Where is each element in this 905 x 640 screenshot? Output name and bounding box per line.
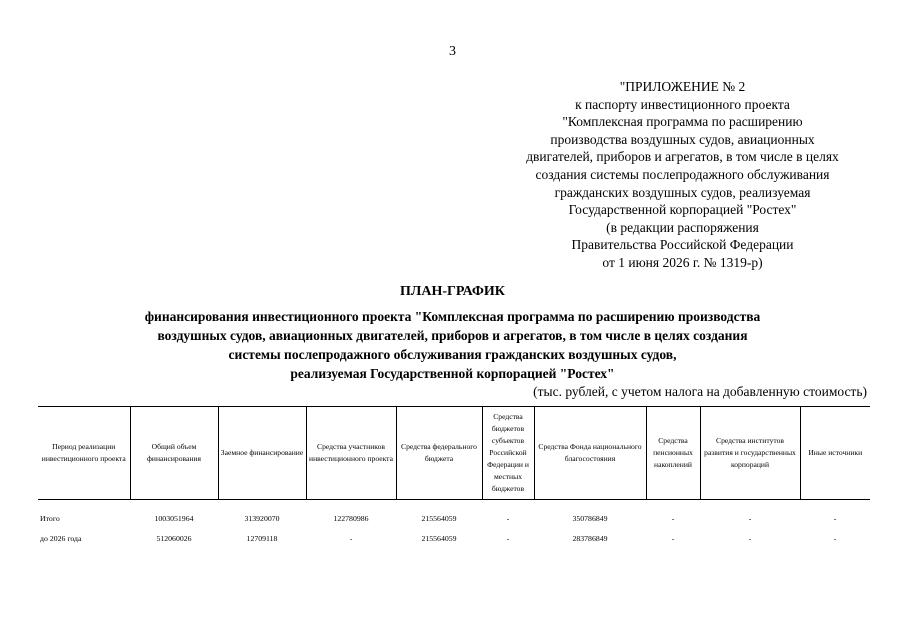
- column-header-nwf: Средства Фонда национального благосостояния: [534, 407, 646, 500]
- units-note: (тыс. рублей, с учетом налога на добавленную стоимость): [533, 384, 867, 399]
- table-cell: до 2026 года: [40, 533, 82, 543]
- plan-subtitle-line: системы послепродажного обслуживания гражданских воздушных судов,: [228, 347, 677, 362]
- table-cell: 1003051964: [154, 513, 194, 523]
- table-cell: -: [671, 513, 675, 523]
- annex-line: к паспорту инвестиционного проекта: [575, 96, 790, 112]
- table-cell: 313920070: [244, 513, 280, 523]
- plan-title: ПЛАН-ГРАФИК: [400, 284, 505, 299]
- annex-line: (в редакции распоряжения: [606, 219, 759, 235]
- column-header-participants: Средства участников инвестиционного проекта: [306, 407, 396, 500]
- spacer-cell: [38, 500, 870, 509]
- annex-line: "ПРИЛОЖЕНИЕ № 2: [619, 79, 746, 94]
- annex-line: от 1 июня 2026 г. № 1319-р): [602, 254, 763, 270]
- table-cell: 350786849: [572, 513, 608, 523]
- table-cell: -: [671, 533, 675, 543]
- table-cell: -: [349, 533, 353, 543]
- plan-subtitle-line: реализуемая Государственной корпорацией "Ростех": [290, 366, 615, 381]
- page-number: 3: [449, 44, 456, 59]
- annex-line: Правительства Российской Федерации: [571, 237, 794, 253]
- column-header-borrowed: Заемное финансирование: [218, 407, 306, 500]
- table-cell: -: [748, 513, 752, 523]
- column-header-total: Общий объем финансирования: [130, 407, 218, 500]
- table-cell: 215564059: [421, 533, 457, 543]
- annex-line: Государственной корпорацией "Ростех": [568, 202, 797, 218]
- table-header-row: [38, 407, 870, 500]
- column-header-pension: Средства пенсионных накоплений: [646, 407, 700, 500]
- annex-line: производства воздушных судов, авиационных: [550, 131, 815, 147]
- table-row: [38, 528, 870, 548]
- annex-line: создания системы послепродажного обслуживания: [535, 166, 830, 182]
- column-header-other: Иные источники: [800, 407, 870, 500]
- table-cell: 122780986: [333, 513, 369, 523]
- plan-subtitle-line: воздушных судов, авиационных двигателей, приборов и агрегатов, в том числе в целях создания: [157, 328, 748, 343]
- column-header-federal-budget: Средства федерального бюджета: [396, 407, 482, 500]
- table-cell: Итого: [40, 513, 60, 523]
- annex-line: "Комплексная программа по расширению: [562, 114, 803, 130]
- financing-table: [38, 406, 870, 548]
- annex-block: [500, 78, 865, 272]
- column-header-dev-institutions: Средства институтов развития и государственных корпораций: [700, 407, 800, 500]
- column-header-period: Период реализации инвестиционного проекта: [38, 407, 130, 500]
- table-cell: -: [506, 533, 510, 543]
- table-cell: -: [506, 513, 510, 523]
- table-cell: -: [833, 513, 837, 523]
- table-cell: -: [833, 533, 837, 543]
- table-cell: -: [748, 533, 752, 543]
- table-row: [38, 508, 870, 528]
- table-cell: 12709118: [246, 533, 278, 543]
- table-spacer-row: [38, 500, 870, 509]
- plan-subtitle: [0, 307, 905, 383]
- table-cell: 283786849: [572, 533, 608, 543]
- annex-line: двигателей, приборов и агрегатов, в том числе в целях: [526, 149, 839, 165]
- annex-line: гражданских воздушных судов, реализуемая: [554, 184, 811, 200]
- table-cell: 215564059: [421, 513, 457, 523]
- plan-subtitle-line: финансирования инвестиционного проекта "Комплексная программа по расширению производства: [144, 309, 761, 324]
- column-header-regional-budgets: Средства бюджетов субъектов Российской Федерации и местных бюджетов: [482, 407, 534, 500]
- table-cell: 512060026: [156, 533, 192, 543]
